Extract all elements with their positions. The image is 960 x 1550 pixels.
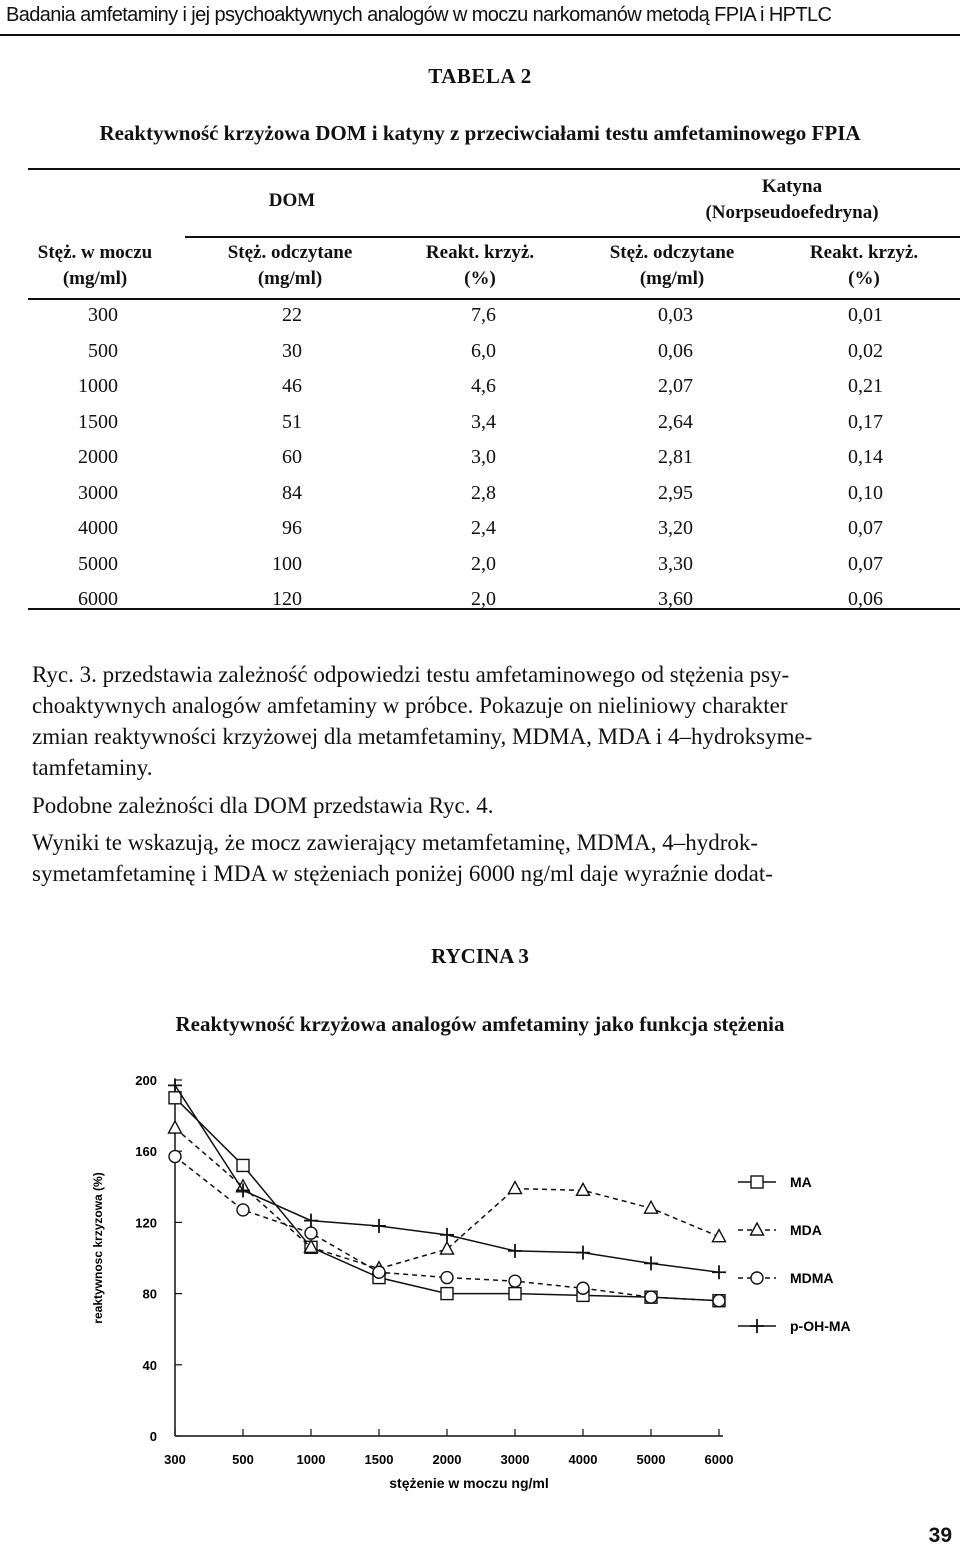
x-tick-label: 3000 — [500, 1452, 530, 1467]
table-cell: 3000 — [78, 481, 118, 504]
y-tick-label: 120 — [135, 1215, 157, 1231]
running-head: Badania amfetaminy i jej psychoaktywnych analogów w moczu narkomanów metodą FPIA i HPTLC — [6, 4, 832, 26]
legend-marker — [751, 1176, 763, 1188]
paragraph-line: choaktywnych analogów amfetaminy w próbce. Pokazuje on nieliniowy charakter — [32, 693, 788, 718]
table-cell: 5000 — [78, 552, 118, 575]
data-point-p-oh-ma — [236, 1183, 250, 1197]
table-cell: 2000 — [78, 446, 118, 468]
table-cell: 2,07 — [658, 375, 693, 397]
data-point-mda — [441, 1242, 454, 1254]
data-point-mdma — [169, 1151, 181, 1163]
table-cell: 3,30 — [658, 552, 693, 575]
legend-label: MDMA — [790, 1270, 834, 1286]
data-point-p-oh-ma — [644, 1256, 658, 1270]
data-point-mdma — [305, 1227, 317, 1239]
table-rule — [185, 236, 960, 238]
x-tick-label: 300 — [164, 1452, 186, 1467]
table-cell: 3,60 — [658, 588, 693, 610]
data-point-mdma — [577, 1282, 589, 1294]
column-header-unit: (mg/ml) — [639, 268, 705, 289]
paragraph-line: symetamfetaminę i MDA w stężeniach poniżej 6000 ng/ml daje wyraźnie dodat- — [32, 861, 773, 886]
table-cell: 84 — [282, 481, 302, 504]
paragraph-line: Wyniki te wskazują, że mocz zawierający metamfetaminę, MDMA, 4–hydrok- — [32, 830, 759, 855]
table-cell: 0,06 — [658, 339, 693, 362]
paragraph-line: Podobne zależności dla DOM przedstawia Ryc. 4. — [32, 793, 494, 818]
group-header-katyna-sub: (Norpseudoefedryna) — [705, 202, 879, 223]
table-cell: 0,03 — [658, 304, 693, 326]
table-cell: 0,21 — [848, 375, 883, 397]
x-tick-label: 1500 — [364, 1452, 394, 1467]
table-cell: 2,81 — [658, 446, 693, 468]
legend-label: MDA — [790, 1222, 822, 1238]
data-point-p-oh-ma — [712, 1265, 726, 1279]
data-point-mdma — [713, 1295, 725, 1307]
legend-marker — [750, 1319, 764, 1333]
column-header-unit: (mg/ml) — [257, 268, 323, 289]
table-cell: 4000 — [78, 517, 118, 539]
data-point-mdma — [509, 1275, 521, 1287]
header-rule — [0, 34, 960, 36]
column-header: Stęż. odczytane — [227, 242, 353, 263]
y-tick-label: 200 — [135, 1073, 157, 1088]
table-cell: 3,20 — [658, 517, 693, 539]
table-cell: 96 — [282, 517, 302, 539]
data-point-mda — [509, 1182, 522, 1194]
table-cell: 51 — [282, 410, 302, 433]
table-cell: 0,02 — [848, 339, 883, 362]
table-cell: 46 — [282, 375, 302, 397]
data-point-p-oh-ma — [576, 1246, 590, 1260]
table-cell: 0,17 — [848, 410, 883, 433]
table-cell: 0,06 — [848, 588, 883, 610]
table-cell: 22 — [282, 304, 302, 326]
paragraph-line: tamfetaminy. — [32, 755, 153, 780]
figure-caption: Reaktywność krzyżowa analogów amfetaminy jako funkcja stężenia — [175, 1012, 785, 1036]
table-cell: 3,0 — [471, 446, 496, 468]
table-cell: 0,14 — [848, 446, 883, 468]
table-cell: 7,6 — [471, 304, 496, 326]
table-rule — [28, 298, 960, 300]
group-header-dom: DOM — [268, 190, 316, 211]
column-header: Stęż. w moczu — [37, 242, 153, 263]
data-point-p-oh-ma — [304, 1214, 318, 1228]
page-number: 39 — [928, 1524, 952, 1547]
legend-label: MA — [790, 1174, 812, 1190]
table-rule — [28, 168, 960, 170]
legend-label: p-OH-MA — [790, 1318, 851, 1334]
table-cell: 60 — [282, 446, 302, 468]
y-tick-label: 160 — [135, 1144, 157, 1160]
table-cell: 1500 — [78, 410, 118, 433]
data-point-mda — [713, 1230, 726, 1242]
table-cell: 2,95 — [658, 481, 693, 504]
table-caption: Reaktywność krzyżowa DOM i katyny z przeciwciałami testu amfetaminowego FPIA — [99, 121, 861, 145]
data-point-mda — [645, 1201, 658, 1213]
x-tick-label: 6000 — [704, 1452, 734, 1467]
table-cell: 2,0 — [471, 588, 496, 610]
data-point-p-oh-ma — [440, 1228, 454, 1242]
figure-title: RYCINA 3 — [431, 944, 529, 968]
data-point-mda — [169, 1121, 182, 1133]
table-cell: 3,4 — [471, 410, 496, 433]
column-header: Stęż. odczytane — [609, 242, 735, 263]
table-cell: 0,07 — [848, 552, 883, 575]
table-cell: 100 — [272, 552, 302, 575]
column-header: Reakt. krzyż. — [809, 242, 919, 263]
x-tick-label: 1000 — [296, 1452, 326, 1467]
table-cell: 500 — [88, 339, 118, 362]
x-tick-label: 500 — [232, 1452, 254, 1467]
data-point-p-oh-ma — [372, 1219, 386, 1233]
x-tick-label: 2000 — [432, 1452, 462, 1467]
paragraph-line: Ryc. 3. przedstawia zależność odpowiedzi testu amfetaminowego od stężenia psy- — [32, 662, 790, 687]
group-header-katyna: Katyna — [761, 176, 823, 197]
x-tick-label: 4000 — [568, 1452, 598, 1467]
x-tick-label: 5000 — [636, 1452, 666, 1467]
column-header-unit: (mg/ml) — [62, 268, 128, 289]
table-cell: 30 — [282, 339, 302, 362]
table-cell: 300 — [88, 304, 118, 326]
table-cell: 2,8 — [471, 481, 496, 504]
legend-marker — [751, 1223, 764, 1235]
table-cell: 120 — [272, 588, 302, 610]
data-point-ma — [169, 1092, 181, 1104]
table-cell: 0,10 — [848, 481, 883, 504]
table-cell: 6000 — [78, 588, 118, 610]
table-cell: 2,4 — [471, 517, 496, 539]
data-point-mda — [577, 1183, 590, 1195]
table-cell: 0,07 — [848, 517, 883, 539]
column-header-unit: (%) — [464, 268, 496, 289]
y-tick-label: 0 — [149, 1429, 157, 1444]
data-point-ma — [441, 1288, 453, 1300]
table-title: TABELA 2 — [428, 64, 532, 88]
column-header: Reakt. krzyż. — [425, 242, 535, 263]
data-point-mdma — [645, 1291, 657, 1303]
data-point-p-oh-ma — [508, 1244, 522, 1258]
y-tick-label: 80 — [142, 1286, 157, 1302]
column-header-unit: (%) — [848, 268, 880, 289]
data-point-mdma — [237, 1204, 249, 1216]
data-point-mdma — [373, 1266, 385, 1278]
data-point-ma — [237, 1159, 249, 1171]
table-cell: 2,0 — [471, 552, 496, 575]
data-point-ma — [509, 1288, 521, 1300]
table-cell: 1000 — [78, 375, 118, 397]
table-cell: 4,6 — [471, 375, 496, 397]
y-axis-label: reaktywnosc krzyzowa (%) — [91, 1172, 105, 1324]
table-cell: 6,0 — [471, 339, 496, 362]
cross-reactivity-chart — [0, 1060, 960, 1510]
table-cell: 2,64 — [658, 410, 693, 433]
data-point-mdma — [441, 1272, 453, 1284]
y-tick-label: 40 — [142, 1357, 157, 1373]
paragraph-line: zmian reaktywności krzyżowej dla metamfetaminy, MDMA, MDA i 4–hydroksyme- — [32, 724, 813, 749]
legend-marker — [751, 1272, 763, 1284]
x-axis-label: stężenie w moczu ng/ml — [389, 1475, 549, 1491]
table-cell: 0,01 — [848, 304, 883, 326]
